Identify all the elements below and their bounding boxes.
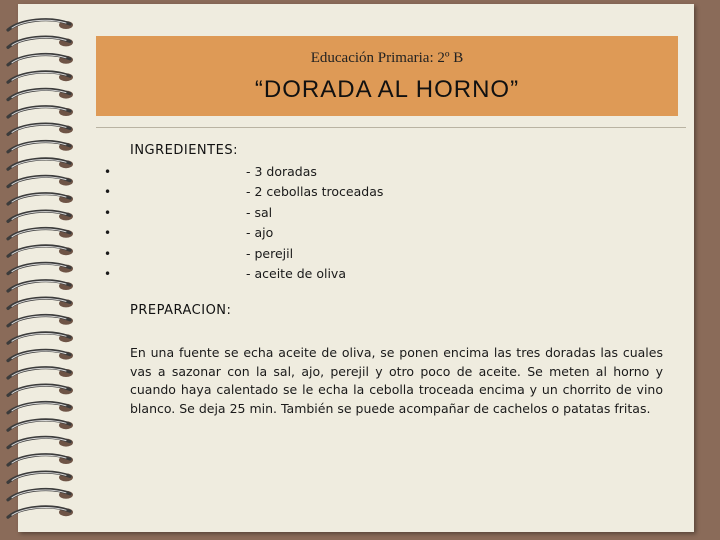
spiral-binding (0, 0, 80, 540)
spiral-ring (8, 107, 73, 117)
spiral-ring (8, 350, 73, 360)
spiral-ring (8, 142, 73, 152)
spiral-ring (8, 490, 73, 500)
spiral-ring (8, 159, 73, 169)
spiral-ring (8, 55, 73, 65)
list-item (104, 223, 504, 243)
spiral-ring (8, 37, 73, 47)
bullet-icon: • (104, 226, 112, 241)
spiral-ring (8, 229, 73, 239)
preparation-text: En una fuente se echa aceite de oliva, se ponen encima las tres doradas las cuales vas a sazonar con la sal, ajo, perejil y otro poco de aceite. Se meten al horno y cuando haya calentado se le echa la cebolla troceada encima y un chorrito de vino blanco. Se deja 25 min. También se puede acompañar de cachelos o patatas fritas. (130, 345, 663, 416)
spiral-ring (8, 211, 73, 221)
list-item (104, 182, 504, 202)
spiral-ring (8, 20, 73, 30)
list-item (104, 203, 504, 223)
ingredients-heading: INGREDIENTES: (130, 143, 238, 158)
list-item (104, 244, 504, 264)
spiral-ring (8, 246, 73, 256)
spiral-ring (8, 298, 73, 308)
ingredient-text: - aceite de oliva (246, 265, 346, 281)
list-item (104, 264, 504, 284)
ingredient-text: - 3 doradas (246, 164, 317, 179)
ingredient-text: - sal (246, 204, 273, 220)
spiral-ring (8, 72, 73, 82)
spiral-ring (8, 455, 73, 465)
spiral-ring (8, 507, 73, 517)
ingredient-text: - perejil (246, 245, 294, 261)
spiral-ring (8, 437, 73, 447)
spiral-ring (8, 472, 73, 482)
page-title: “DORADA AL HORNO” (254, 76, 520, 103)
page-subtitle: Educación Primaria: 2º B (310, 50, 464, 66)
spiral-ring (8, 316, 73, 326)
bullet-icon: • (104, 266, 112, 281)
bullet-icon: • (104, 185, 112, 200)
bullet-icon: • (104, 246, 112, 261)
spiral-ring (8, 194, 73, 204)
spiral-ring (8, 420, 73, 430)
spiral-ring (8, 89, 73, 99)
ingredient-text: - ajo (246, 225, 274, 241)
ingredient-text: - 2 cebollas troceadas (246, 184, 384, 200)
list-item (104, 162, 504, 182)
bullet-icon: • (104, 165, 112, 179)
preparation-heading: PREPARACION: (130, 303, 232, 318)
spiral-ring (8, 385, 73, 395)
spiral-ring (8, 368, 73, 378)
spiral-ring (8, 281, 73, 291)
divider (96, 127, 686, 128)
spiral-ring (8, 403, 73, 413)
spiral-ring (8, 176, 73, 186)
title-banner (96, 36, 678, 116)
ingredients-list (104, 162, 504, 284)
spiral-ring (8, 124, 73, 134)
spiral-ring (8, 333, 73, 343)
spiral-ring (8, 263, 73, 273)
bullet-icon: • (104, 205, 112, 220)
